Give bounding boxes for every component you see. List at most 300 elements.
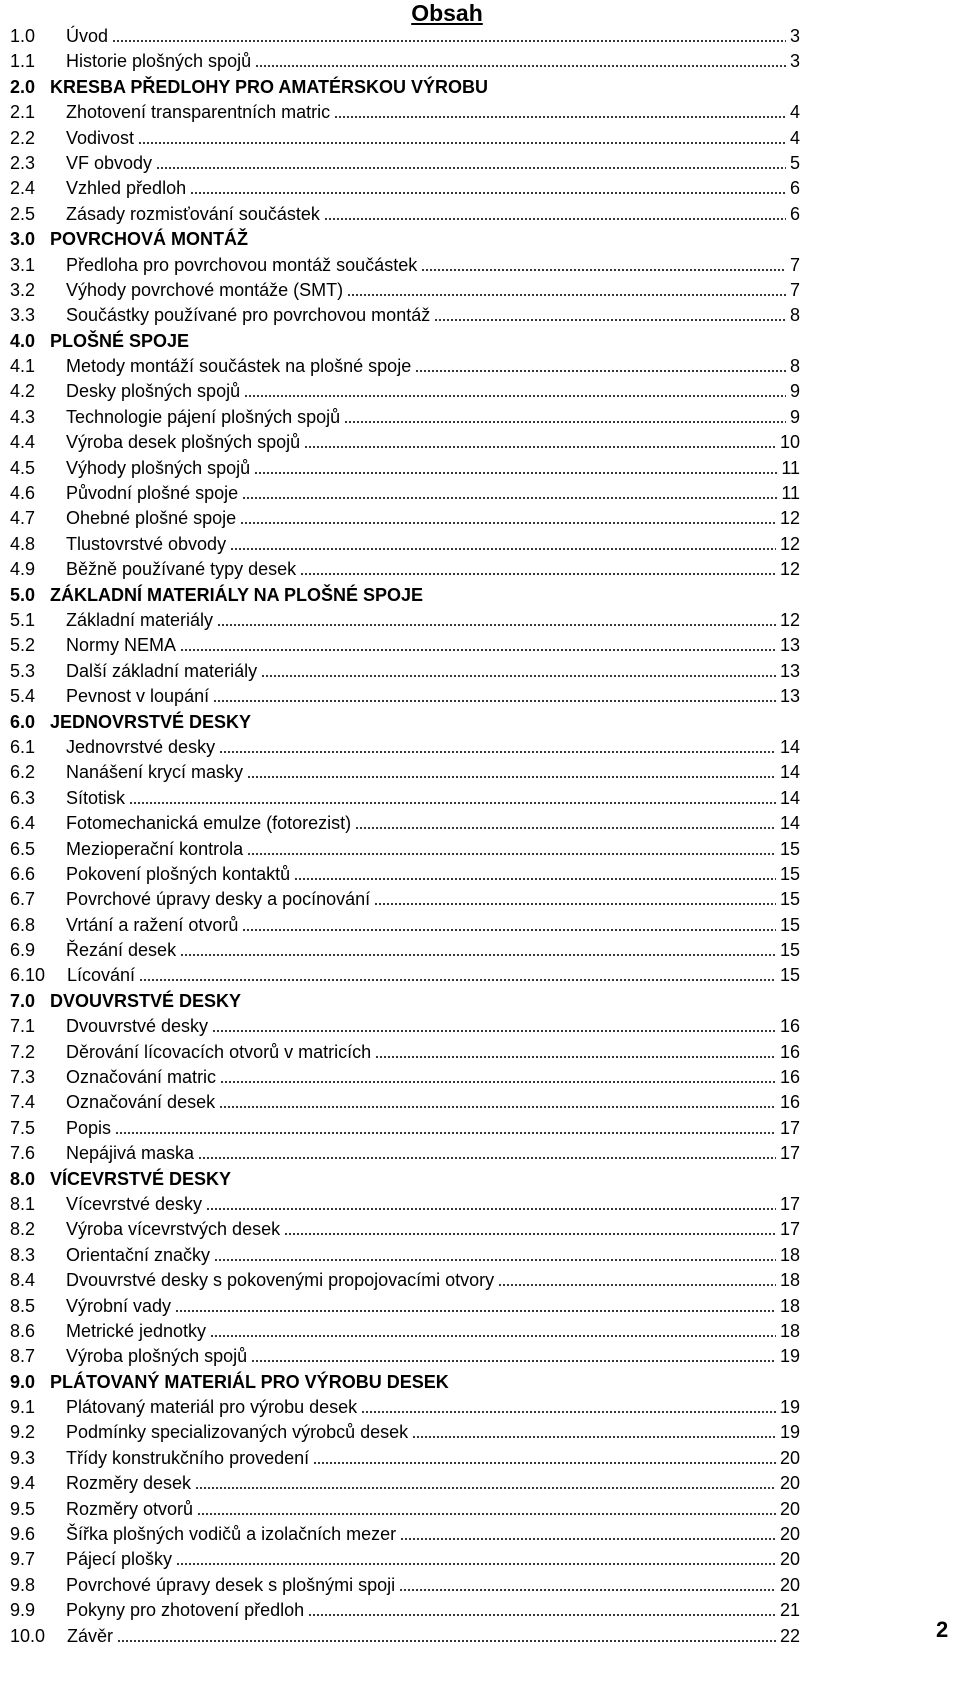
toc-entry-page: 13 bbox=[779, 635, 800, 656]
toc-entry[interactable] bbox=[10, 227, 800, 252]
toc-entry-number: 4.9 bbox=[10, 559, 36, 580]
dot-leader bbox=[400, 1538, 776, 1540]
toc-entry-title: Rozměry desek bbox=[66, 1473, 192, 1494]
toc-entry-title: Vodivost bbox=[66, 127, 135, 148]
toc-entry-number: 6.10 bbox=[10, 965, 46, 986]
toc-entry-page: 21 bbox=[779, 1600, 800, 1621]
toc-entry-title: Základní materiály bbox=[66, 609, 214, 630]
dot-leader bbox=[180, 954, 776, 956]
toc-entry-title: Součástky používané pro povrchovou montáž bbox=[66, 305, 431, 326]
toc-entry[interactable] bbox=[10, 633, 800, 658]
dot-leader bbox=[219, 751, 776, 753]
toc-entry-number: 4.7 bbox=[10, 508, 36, 529]
dot-leader bbox=[242, 497, 777, 499]
toc-entry-number: 8.7 bbox=[10, 1346, 36, 1367]
toc-entry[interactable] bbox=[10, 1446, 800, 1471]
toc-entry-title: Dvouvrstvé desky s pokovenými propojovacími otvory bbox=[66, 1270, 495, 1291]
toc-entry[interactable] bbox=[10, 532, 800, 557]
dot-leader bbox=[129, 802, 776, 804]
dot-leader bbox=[300, 573, 776, 575]
toc-entry[interactable] bbox=[10, 1471, 800, 1496]
dot-leader bbox=[334, 116, 786, 118]
toc-entry-title: Mezioperační kontrola bbox=[66, 838, 244, 859]
toc-entry-page: 15 bbox=[779, 940, 800, 961]
toc-entry-page: 20 bbox=[779, 1574, 800, 1595]
toc-entry-title: Pokovení plošných kontaktů bbox=[66, 863, 291, 884]
toc-entry[interactable] bbox=[10, 75, 800, 100]
toc-entry-title: Zhotovení transparentních matric bbox=[66, 102, 331, 123]
toc-entry-page: 9 bbox=[789, 406, 800, 427]
toc-entry-page: 14 bbox=[779, 787, 800, 808]
toc-entry-number: 4.8 bbox=[10, 533, 36, 554]
toc-entry-page: 5 bbox=[789, 152, 800, 173]
toc-entry-page: 18 bbox=[779, 1295, 800, 1316]
toc-entry-title: PLÁTOVANÝ MATERIÁL PRO VÝROBU DESEK bbox=[50, 1371, 449, 1392]
toc-entry-title: Nanášení krycí masky bbox=[66, 762, 244, 783]
toc-entry-number: 3.2 bbox=[10, 279, 36, 300]
dot-leader bbox=[190, 192, 786, 194]
toc-entry-page: 19 bbox=[779, 1346, 800, 1367]
toc-entry-title: PLOŠNÉ SPOJE bbox=[50, 330, 190, 351]
toc-entry[interactable] bbox=[10, 1573, 800, 1598]
toc-entry[interactable] bbox=[10, 1141, 800, 1166]
toc-entry-number: 5.3 bbox=[10, 660, 36, 681]
toc-entry[interactable] bbox=[10, 1624, 800, 1649]
toc-entry-title: Pájecí plošky bbox=[66, 1549, 173, 1570]
toc-entry-title: Zásady rozmisťování součástek bbox=[66, 203, 320, 224]
toc-entry-page: 17 bbox=[779, 1193, 800, 1214]
dot-leader bbox=[421, 269, 786, 271]
toc-entry-number: 3.3 bbox=[10, 305, 36, 326]
toc-entry[interactable] bbox=[10, 735, 800, 760]
toc-entry-number: 7.0 bbox=[10, 990, 36, 1011]
toc-entry[interactable] bbox=[10, 1420, 800, 1445]
toc-entry-title: Rozměry otvorů bbox=[66, 1498, 194, 1519]
toc-entry-page: 7 bbox=[789, 254, 800, 275]
dot-leader bbox=[112, 40, 786, 42]
toc-entry[interactable] bbox=[10, 1040, 800, 1065]
toc-entry-number: 4.4 bbox=[10, 432, 36, 453]
toc-entry-title: Výroba desek plošných spojů bbox=[66, 432, 301, 453]
toc-entry-number: 8.2 bbox=[10, 1219, 36, 1240]
dot-leader bbox=[294, 878, 776, 880]
page-number: 2 bbox=[936, 1617, 949, 1642]
toc-entry-number: 9.4 bbox=[10, 1473, 36, 1494]
toc-entry-number: 7.4 bbox=[10, 1092, 36, 1113]
toc-entry-title: Podmínky specializovaných výrobců desek bbox=[66, 1422, 409, 1443]
toc-entry-number: 9.8 bbox=[10, 1574, 36, 1595]
toc-entry-number: 10.0 bbox=[10, 1625, 46, 1646]
toc-entry-number: 4.5 bbox=[10, 457, 36, 478]
toc-entry-number: 6.8 bbox=[10, 914, 36, 935]
dot-leader bbox=[324, 218, 786, 220]
toc-entry-title: Ohebné plošné spoje bbox=[66, 508, 237, 529]
toc-entry-title: Vícevrstvé desky bbox=[66, 1193, 203, 1214]
toc-entry-number: 3.1 bbox=[10, 254, 36, 275]
toc-entry-number: 6.4 bbox=[10, 813, 36, 834]
toc-entry-number: 8.4 bbox=[10, 1270, 36, 1291]
toc-entry-title: Jednovrstvé desky bbox=[66, 736, 216, 757]
toc-entry-title: Historie plošných spojů bbox=[66, 51, 252, 72]
dot-leader bbox=[217, 624, 776, 626]
toc-entry-page: 4 bbox=[789, 127, 800, 148]
toc-entry-number: 4.0 bbox=[10, 330, 36, 351]
dot-leader bbox=[197, 1513, 776, 1515]
dot-leader bbox=[415, 370, 786, 372]
toc-entry[interactable] bbox=[10, 1192, 800, 1217]
toc-entry-title: Původní plošné spoje bbox=[66, 483, 239, 504]
toc-entry-page: 20 bbox=[779, 1498, 800, 1519]
dot-leader bbox=[213, 700, 776, 702]
toc-entry[interactable] bbox=[10, 1319, 800, 1344]
page-title: Obsah bbox=[411, 0, 483, 26]
toc-entry[interactable] bbox=[10, 354, 800, 379]
dot-leader bbox=[198, 1157, 776, 1159]
toc-entry-page: 14 bbox=[779, 762, 800, 783]
toc-entry-title: Úvod bbox=[66, 26, 109, 46]
toc-entry-number: 2.5 bbox=[10, 203, 36, 224]
toc-entry-title: KRESBA PŘEDLOHY PRO AMATÉRSKOU VÝROBU bbox=[50, 76, 489, 97]
toc-entry-page: 11 bbox=[781, 457, 800, 478]
toc-entry[interactable] bbox=[10, 1090, 800, 1115]
toc-entry-page: 15 bbox=[779, 863, 800, 884]
dot-leader bbox=[214, 1259, 776, 1261]
toc-entry-number: 3.0 bbox=[10, 229, 36, 250]
toc-entry[interactable] bbox=[10, 1598, 800, 1623]
toc-entry-title: Běžně používané typy desek bbox=[66, 559, 297, 580]
toc-entry-title: Řezání desek bbox=[66, 940, 177, 961]
dot-leader bbox=[240, 522, 776, 524]
toc-entry[interactable] bbox=[10, 1370, 800, 1395]
dot-leader bbox=[206, 1208, 776, 1210]
toc-entry-page: 19 bbox=[779, 1397, 800, 1418]
toc-entry-page: 3 bbox=[789, 26, 800, 46]
toc-entry-title: Závěr bbox=[67, 1625, 114, 1646]
toc-entry[interactable] bbox=[10, 1547, 800, 1572]
dot-leader bbox=[180, 649, 776, 651]
toc-entry[interactable] bbox=[10, 202, 800, 227]
dot-leader bbox=[261, 675, 776, 677]
dot-leader bbox=[176, 1563, 776, 1565]
dot-leader bbox=[304, 446, 776, 448]
toc-entry-title: VF obvody bbox=[66, 152, 153, 173]
toc-entry-page: 22 bbox=[779, 1625, 800, 1646]
toc-entry-title: VÍCEVRSTVÉ DESKY bbox=[50, 1168, 232, 1189]
toc-entry[interactable] bbox=[10, 913, 800, 938]
toc-entry-number: 5.4 bbox=[10, 686, 36, 707]
toc-entry-title: ZÁKLADNÍ MATERIÁLY NA PLOŠNÉ SPOJE bbox=[50, 584, 424, 605]
toc-entry-title: POVRCHOVÁ MONTÁŽ bbox=[50, 229, 248, 250]
toc-entry-title: DVOUVRSTVÉ DESKY bbox=[50, 990, 242, 1011]
toc-entry-title: Šířka plošných vodičů a izolačních mezer bbox=[66, 1524, 397, 1545]
toc-entry[interactable] bbox=[10, 1522, 800, 1547]
toc-entry-title: Fotomechanická emulze (fotorezist) bbox=[66, 813, 352, 834]
toc-entry-title: Desky plošných spojů bbox=[66, 381, 241, 402]
toc-entry-number: 9.0 bbox=[10, 1371, 36, 1392]
toc-entry-title: Výroba vícevrstvých desek bbox=[66, 1219, 281, 1240]
dot-leader bbox=[195, 1487, 776, 1489]
toc-entry[interactable] bbox=[10, 151, 800, 176]
toc-entry-page: 17 bbox=[779, 1117, 800, 1138]
toc-entry-page: 15 bbox=[779, 838, 800, 859]
toc-entry-number: 8.1 bbox=[10, 1193, 36, 1214]
toc-entry-number: 8.3 bbox=[10, 1244, 36, 1265]
toc-entry-title: Povrchové úpravy desky a pocínování bbox=[66, 889, 371, 910]
toc-entry-number: 6.2 bbox=[10, 762, 36, 783]
toc-entry-title: Děrování lícovacích otvorů v matricích bbox=[66, 1041, 372, 1062]
toc-entry[interactable] bbox=[10, 786, 800, 811]
toc-entry[interactable] bbox=[10, 456, 800, 481]
toc-entry-page: 4 bbox=[789, 102, 800, 123]
dot-leader bbox=[247, 776, 776, 778]
toc-entry-page: 11 bbox=[781, 483, 800, 504]
toc-entry[interactable] bbox=[10, 989, 800, 1014]
toc-entry-title: Metrické jednotky bbox=[66, 1320, 207, 1341]
toc-entry-title: Normy NEMA bbox=[66, 635, 177, 656]
toc-entry-title: Tlustovrstvé obvody bbox=[66, 533, 227, 554]
toc-entry[interactable] bbox=[10, 253, 800, 278]
dot-leader bbox=[308, 1614, 776, 1616]
toc-entry-number: 8.5 bbox=[10, 1295, 36, 1316]
dot-leader bbox=[399, 1589, 776, 1591]
toc-entry[interactable] bbox=[10, 608, 800, 633]
toc-entry[interactable] bbox=[10, 49, 800, 74]
toc-entry-page: 9 bbox=[789, 381, 800, 402]
toc-entry[interactable] bbox=[10, 583, 800, 608]
toc-entry-number: 4.2 bbox=[10, 381, 36, 402]
toc-entry-page: 14 bbox=[779, 813, 800, 834]
toc-entry-number: 6.5 bbox=[10, 838, 36, 859]
toc-entry-number: 9.6 bbox=[10, 1524, 36, 1545]
toc-entry-page: 20 bbox=[779, 1549, 800, 1570]
dot-leader bbox=[212, 1030, 776, 1032]
toc-entry[interactable] bbox=[10, 24, 800, 49]
toc-entry-number: 7.1 bbox=[10, 1016, 36, 1037]
toc-entry-page: 13 bbox=[779, 686, 800, 707]
toc-entry-title: Výhody plošných spojů bbox=[66, 457, 251, 478]
toc-entry-page: 15 bbox=[779, 914, 800, 935]
toc-entry-number: 8.0 bbox=[10, 1168, 36, 1189]
toc-entry-title: Označování matric bbox=[66, 1067, 217, 1088]
toc-entry-page: 8 bbox=[789, 356, 800, 377]
toc-entry-page: 18 bbox=[779, 1270, 800, 1291]
toc-entry-page: 16 bbox=[779, 1041, 800, 1062]
dot-leader bbox=[175, 1310, 776, 1312]
toc-entry-page: 14 bbox=[779, 736, 800, 757]
toc-entry[interactable] bbox=[10, 379, 800, 404]
toc-entry[interactable] bbox=[10, 938, 800, 963]
toc-entry-title: Označování desek bbox=[66, 1092, 216, 1113]
toc-entry-number: 4.6 bbox=[10, 483, 36, 504]
toc-entry-title: Výrobní vady bbox=[66, 1295, 172, 1316]
toc-entry[interactable] bbox=[10, 684, 800, 709]
dot-leader bbox=[156, 167, 786, 169]
toc-entry-number: 9.1 bbox=[10, 1397, 36, 1418]
toc-entry-number: 1.0 bbox=[10, 26, 36, 46]
dot-leader bbox=[251, 1360, 776, 1362]
toc-entry[interactable] bbox=[10, 126, 800, 151]
toc-entry-number: 5.1 bbox=[10, 609, 36, 630]
toc-entry-number: 6.7 bbox=[10, 889, 36, 910]
toc-entry-page: 18 bbox=[779, 1320, 800, 1341]
toc-entry-number: 9.7 bbox=[10, 1549, 36, 1570]
toc-entry[interactable] bbox=[10, 1116, 800, 1141]
dot-leader bbox=[115, 1132, 776, 1134]
toc-entry[interactable] bbox=[10, 760, 800, 785]
toc-entry-number: 5.2 bbox=[10, 635, 36, 656]
toc-entry-page: 13 bbox=[779, 660, 800, 681]
toc-entry[interactable] bbox=[10, 1167, 800, 1192]
toc-entry[interactable] bbox=[10, 1395, 800, 1420]
dot-leader bbox=[434, 319, 786, 321]
toc-entry-number: 5.0 bbox=[10, 584, 36, 605]
dot-leader bbox=[313, 1462, 776, 1464]
toc-entry-page: 20 bbox=[779, 1473, 800, 1494]
toc-entry-number: 9.5 bbox=[10, 1498, 36, 1519]
toc-entry-title: Dvouvrstvé desky bbox=[66, 1016, 209, 1037]
toc-entry-title: Vrtání a ražení otvorů bbox=[66, 914, 239, 935]
dot-leader bbox=[361, 1411, 776, 1413]
toc-entry[interactable] bbox=[10, 405, 800, 430]
toc-entry[interactable] bbox=[10, 1217, 800, 1242]
dot-leader bbox=[412, 1436, 776, 1438]
toc-entry-page: 6 bbox=[789, 178, 800, 199]
toc-entry[interactable] bbox=[10, 887, 800, 912]
dot-leader bbox=[344, 421, 786, 423]
toc-entry[interactable] bbox=[10, 1294, 800, 1319]
toc-entry-title: Další základní materiály bbox=[66, 660, 258, 681]
dot-leader bbox=[139, 979, 776, 981]
dot-leader bbox=[219, 1106, 776, 1108]
toc-entry-number: 4.1 bbox=[10, 356, 36, 377]
toc-entry[interactable] bbox=[10, 963, 800, 988]
toc-entry[interactable] bbox=[10, 659, 800, 684]
toc-entry-page: 20 bbox=[779, 1524, 800, 1545]
toc-entry-number: 9.9 bbox=[10, 1600, 36, 1621]
dot-leader bbox=[284, 1233, 776, 1235]
toc-entry[interactable] bbox=[10, 1014, 800, 1039]
toc-entry[interactable] bbox=[10, 837, 800, 862]
dot-leader bbox=[138, 142, 786, 144]
toc-entry-page: 12 bbox=[779, 533, 800, 554]
toc-entry-page: 10 bbox=[779, 432, 800, 453]
toc-entry[interactable] bbox=[10, 1065, 800, 1090]
toc-entry-page: 15 bbox=[779, 889, 800, 910]
toc-entry-title: Plátovaný materiál pro výrobu desek bbox=[66, 1397, 358, 1418]
toc-entry-number: 2.1 bbox=[10, 102, 36, 123]
toc-entry-number: 2.0 bbox=[10, 76, 36, 97]
toc-entry[interactable] bbox=[10, 430, 800, 455]
toc-entry[interactable] bbox=[10, 1497, 800, 1522]
toc-entry-number: 2.4 bbox=[10, 178, 36, 199]
toc-entry-number: 6.3 bbox=[10, 787, 36, 808]
toc-entry-page: 8 bbox=[789, 305, 800, 326]
toc-entry-number: 8.6 bbox=[10, 1320, 36, 1341]
toc-entry-page: 20 bbox=[779, 1447, 800, 1468]
toc-entry[interactable] bbox=[10, 100, 800, 125]
toc-entry[interactable] bbox=[10, 303, 800, 328]
toc-entry[interactable] bbox=[10, 1243, 800, 1268]
toc-entry-page: 12 bbox=[779, 609, 800, 630]
dot-leader bbox=[255, 65, 786, 67]
toc-entry-number: 6.1 bbox=[10, 736, 36, 757]
toc-entry-number: 7.6 bbox=[10, 1143, 36, 1164]
toc-entry-number: 7.5 bbox=[10, 1117, 36, 1138]
dot-leader bbox=[244, 395, 786, 397]
toc-entry-number: 6.9 bbox=[10, 940, 36, 961]
toc-entry-title: JEDNOVRSTVÉ DESKY bbox=[50, 711, 252, 732]
toc-entry[interactable] bbox=[10, 1268, 800, 1293]
toc-entry-page: 19 bbox=[779, 1422, 800, 1443]
toc-entry-number: 6.6 bbox=[10, 863, 36, 884]
toc-entry-number: 6.0 bbox=[10, 711, 36, 732]
toc-entry-page: 16 bbox=[779, 1016, 800, 1037]
dot-leader bbox=[247, 853, 776, 855]
toc-entry-title: Metody montáží součástek na plošné spoje bbox=[66, 356, 412, 377]
toc-entry[interactable] bbox=[10, 862, 800, 887]
toc-entry-title: Povrchové úpravy desek s plošnými spoji bbox=[66, 1574, 396, 1595]
toc-entry-page: 15 bbox=[779, 965, 800, 986]
toc-entry[interactable] bbox=[10, 506, 800, 531]
dot-leader bbox=[210, 1335, 776, 1337]
dot-leader bbox=[374, 903, 776, 905]
toc-entry-title: Lícování bbox=[67, 965, 136, 986]
dot-leader bbox=[347, 294, 786, 296]
toc-entry-title: Předloha pro povrchovou montáž součástek bbox=[66, 254, 418, 275]
dot-leader bbox=[355, 827, 776, 829]
toc-entry-number: 7.3 bbox=[10, 1067, 36, 1088]
toc-entry-number: 2.2 bbox=[10, 127, 36, 148]
toc-entry[interactable] bbox=[10, 481, 800, 506]
toc-entry-title: Technologie pájení plošných spojů bbox=[66, 406, 341, 427]
dot-leader bbox=[220, 1081, 776, 1083]
toc-entry[interactable] bbox=[10, 1344, 800, 1369]
dot-leader bbox=[242, 929, 776, 931]
toc-entry-title: Nepájivá maska bbox=[66, 1143, 195, 1164]
toc-entry-number: 2.3 bbox=[10, 152, 36, 173]
toc-entry-page: 17 bbox=[779, 1219, 800, 1240]
toc-entry[interactable] bbox=[10, 710, 800, 735]
toc-entry-page: 16 bbox=[779, 1067, 800, 1088]
dot-leader bbox=[117, 1640, 776, 1642]
toc-entry[interactable] bbox=[10, 329, 800, 354]
toc-entry-number: 7.2 bbox=[10, 1041, 36, 1062]
toc-entry-page: 6 bbox=[789, 203, 800, 224]
dot-leader bbox=[230, 548, 776, 550]
toc-entry-title: Pevnost v loupání bbox=[66, 686, 210, 707]
toc-entry-page: 18 bbox=[779, 1244, 800, 1265]
toc-entry[interactable] bbox=[10, 278, 800, 303]
toc-entry-page: 7 bbox=[789, 279, 800, 300]
toc-entry-title: Třídy konstrukčního provedení bbox=[66, 1447, 310, 1468]
toc-entry-title: Vzhled předloh bbox=[66, 178, 187, 199]
toc-entry[interactable] bbox=[10, 811, 800, 836]
toc-entry-number: 4.3 bbox=[10, 406, 36, 427]
toc-entry-number: 9.3 bbox=[10, 1447, 36, 1468]
toc-entry-title: Orientační značky bbox=[66, 1244, 211, 1265]
toc-entry-number: 9.2 bbox=[10, 1422, 36, 1443]
dot-leader bbox=[375, 1056, 776, 1058]
toc-entry-title: Sítotisk bbox=[66, 787, 126, 808]
toc-entry-page: 12 bbox=[779, 559, 800, 580]
toc-entry[interactable] bbox=[10, 557, 800, 582]
toc-entry-page: 17 bbox=[779, 1143, 800, 1164]
toc-entry-title: Výhody povrchové montáže (SMT) bbox=[66, 279, 344, 300]
dot-leader bbox=[254, 472, 777, 474]
dot-leader bbox=[498, 1284, 776, 1286]
toc-entry-title: Výroba plošných spojů bbox=[66, 1346, 248, 1367]
toc-entry[interactable] bbox=[10, 176, 800, 201]
